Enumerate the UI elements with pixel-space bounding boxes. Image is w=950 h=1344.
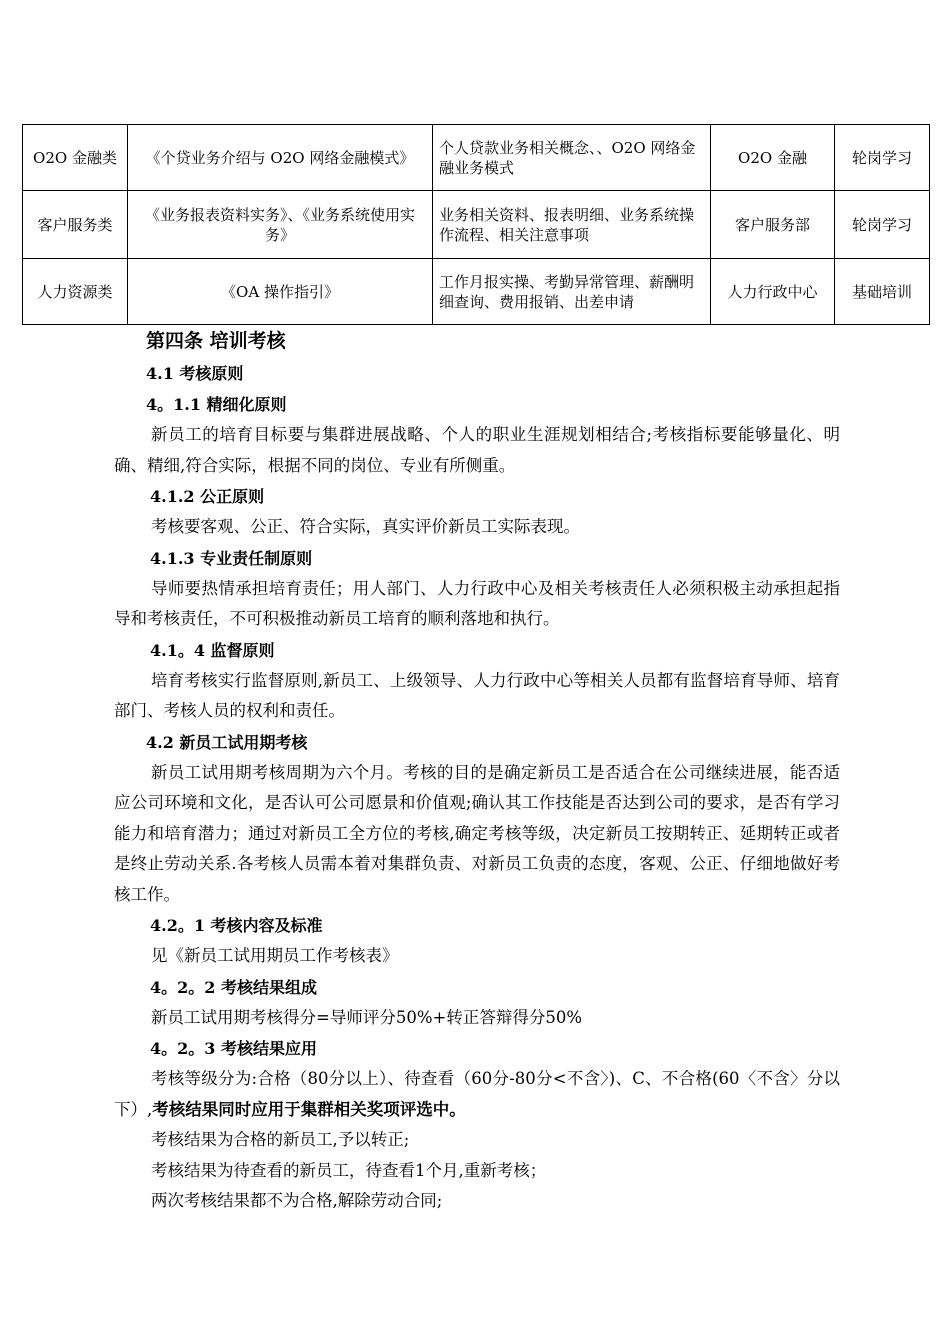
grade-emphasis: 考核结果同时应用于集群相关奖项评选中。 — [152, 1099, 466, 1119]
paragraph: 新员工的培育目标要与集群进展战略、个人的职业生涯规划相结合;考核指标要能够量化、明确、精细,符合实际，根据不同的岗位、专业有所侧重。 — [114, 425, 840, 475]
content-cell: 工作月报实操、考勤异常管理、薪酬明细查询、费用报销、出差申请 — [433, 259, 711, 325]
paragraph: 导师要热情承担培育责任；用人部门、人力行政中心及相关考核责任人必须积极主动承担起指导和考核责任，不可积极推动新员工培育的顺利落地和执行。 — [114, 578, 840, 628]
course-cell: 《OA 操作指引》 — [128, 259, 433, 325]
paragraph — [114, 1064, 840, 1125]
subsection-heading: 4。2。3 考核结果应用 — [150, 1039, 317, 1058]
section-heading: 4.2 新员工试用期考核 — [146, 732, 308, 752]
department-cell: O2O 金融 — [711, 125, 835, 191]
department-cell: 客户服务部 — [711, 191, 835, 259]
subsection-heading: 4.1。4 监督原则 — [150, 640, 275, 660]
paragraph: 新员工试用期考核周期为六个月。考核的目的是确定新员工是否适合在公司继续进展，能否适应公司环境和文化，是否认可公司愿景和价值观;确认其工作技能是否达到公司的要求，是否有学习能力和培育潜力；通过对新员工全方位的考核,确定考核等级，决定新员工按期转正、延期转正或者是终止劳动关系.各考核人员需本着对集群负责、对新员工负责的态度，客观、公正、仔细地做好考核工作。 — [114, 762, 840, 904]
content-cell: 个人贷款业务相关概念、、O2O 网络金融业务模式 — [433, 125, 711, 191]
paragraph: 新员工试用期考核得分=导师评分50%+转正答辩得分50% — [151, 1007, 582, 1027]
paragraph: 见《新员工试用期员工作考核表》 — [151, 946, 399, 965]
category-cell: 客户服务类 — [23, 191, 128, 259]
list-item: 考核结果为合格的新员工,予以转正; — [151, 1130, 410, 1149]
list-item: 考核结果为待查看的新员工，待查看1个月,重新考核； — [151, 1160, 547, 1180]
method-cell: 轮岗学习 — [835, 125, 930, 191]
category-cell: O2O 金融类 — [23, 125, 128, 191]
method-cell: 基础培训 — [835, 259, 930, 325]
category-cell: 人力资源类 — [23, 259, 128, 325]
list-item: 两次考核结果都不为合格,解除劳动合同; — [151, 1191, 443, 1210]
grade-text: 考核等级分为:合格（80分以上）、待查看（60分-80分<不含〉)、C、不合格(60〈不含〉分以下）, — [114, 1069, 840, 1119]
article-title: 第四条 培训考核 — [146, 330, 286, 352]
table-row — [23, 125, 930, 191]
subsection-heading: 4.1.2 公正原则 — [150, 487, 265, 506]
article-body — [114, 324, 840, 1217]
course-cell: 《个贷业务介绍与 O2O 网络金融模式》 — [128, 125, 433, 191]
subsection-heading: 4.2。1 考核内容及标准 — [150, 916, 323, 935]
paragraph: 考核要客观、公正、符合实际，真实评价新员工实际表现。 — [151, 517, 580, 536]
paragraph: 培育考核实行监督原则,新员工、上级领导、人力行政中心等相关人员都有监督培育导师、培育部门、考核人员的权利和责任。 — [114, 670, 840, 720]
section-heading: 4.1 考核原则 — [146, 364, 244, 383]
subsection-heading: 4.1.3 专业责任制原则 — [150, 548, 313, 568]
training-table — [22, 124, 930, 325]
subsection-heading: 4。2。2 考核结果组成 — [150, 977, 317, 997]
course-cell: 《业务报表资料实务》、《业务系统使用实务》 — [128, 191, 433, 259]
subsection-heading: 4。1.1 精细化原则 — [146, 395, 287, 414]
table-row — [23, 191, 930, 259]
table-row — [23, 259, 930, 325]
department-cell: 人力行政中心 — [711, 259, 835, 325]
content-cell: 业务相关资料、报表明细、业务系统操作流程、相关注意事项 — [433, 191, 711, 259]
method-cell: 轮岗学习 — [835, 191, 930, 259]
